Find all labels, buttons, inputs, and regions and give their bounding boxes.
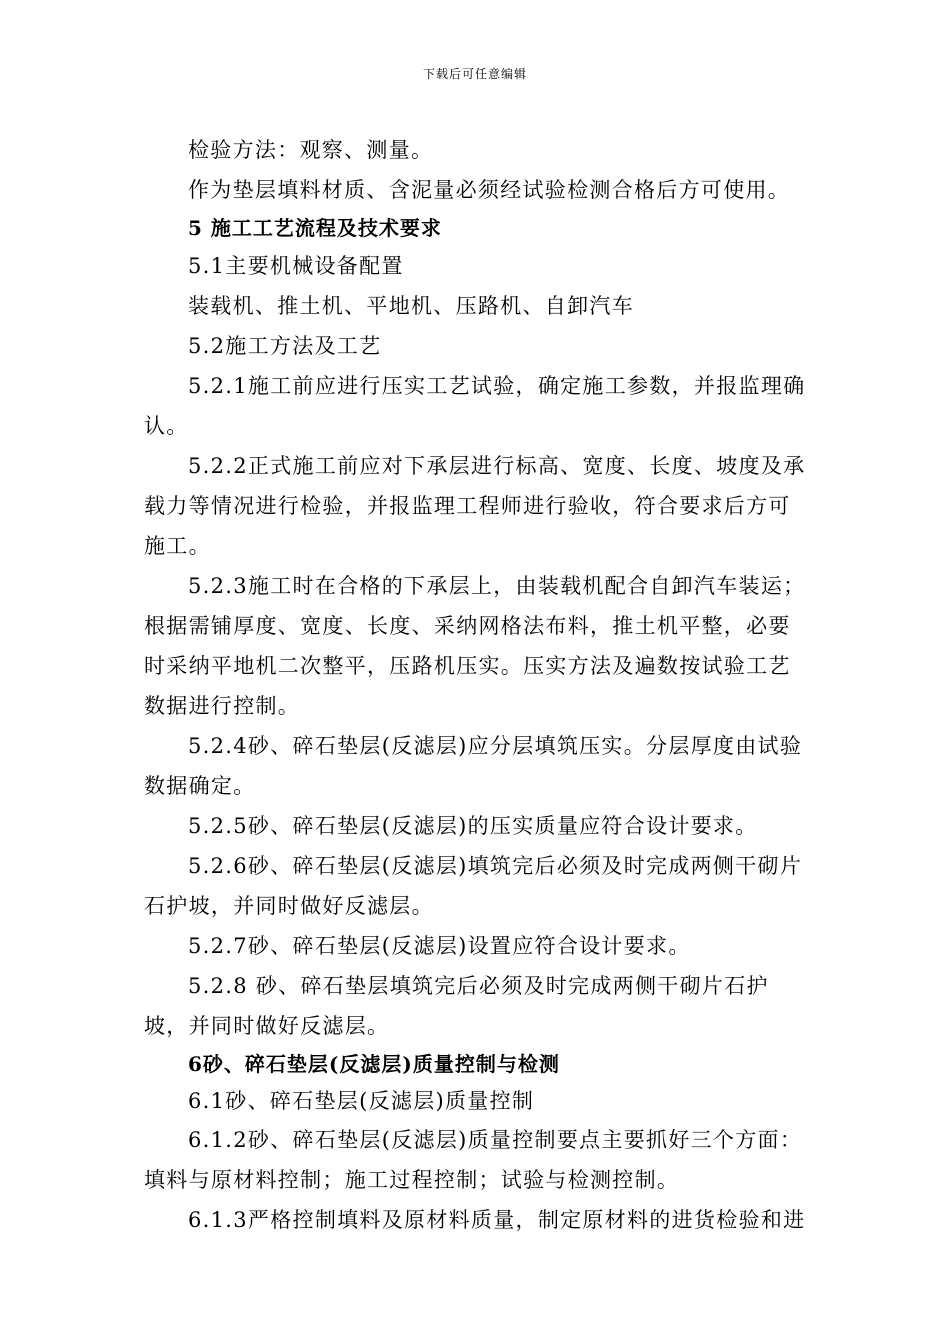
paragraph-line: 坡，并同时做好反滤层。	[144, 1014, 390, 1038]
paragraph-line: 填料与原材料控制；施工过程控制；试验与检测控制。	[144, 1168, 680, 1192]
paragraph-line: 施工。	[144, 534, 211, 558]
paragraph-line: 石护坡，并同时做好反滤层。	[144, 894, 434, 918]
paragraph-5-2-1	[144, 366, 808, 446]
paragraph-line: 时采纳平地机二次整平，压路机压实。压实方法及遍数按试验工艺	[144, 654, 791, 678]
paragraph-line: 载力等情况进行检验，并报监理工程师进行验收，符合要求后方可	[144, 494, 791, 518]
paragraph-5-2-2	[144, 446, 808, 566]
paragraph-5-2-5	[144, 806, 808, 846]
page-header: 下载后可任意编辑	[422, 67, 527, 81]
paragraph-line: 5.2.5砂、碎石垫层(反滤层)的压实质量应符合设计要求。	[188, 814, 758, 838]
paragraph-line: 5.2.3施工时在合格的下承层上，由装载机配合自卸汽车装运；	[188, 574, 806, 598]
paragraph-line: 6.1.2砂、碎石垫层(反滤层)质量控制要点主要抓好三个方面：	[188, 1128, 803, 1152]
paragraph-5-1	[144, 246, 808, 286]
paragraph-line: 5.2施工方法及工艺	[188, 334, 382, 358]
paragraph-6-1-2	[144, 1120, 808, 1200]
paragraph-line: 5.1主要机械设备配置	[188, 254, 404, 278]
paragraph-line: 5.2.8 砂、碎石垫层填筑完后必须及时完成两侧干砌片石护	[188, 974, 769, 998]
paragraph-6-1	[144, 1082, 808, 1120]
paragraph-line: 5.2.2正式施工前应对下承层进行标高、宽度、长度、坡度及承	[188, 454, 806, 478]
paragraph-inspection-method	[144, 130, 808, 170]
paragraph-line: 6.1砂、碎石垫层(反滤层)质量控制	[188, 1089, 535, 1113]
paragraph-machinery-list	[144, 286, 808, 326]
paragraph-line: 数据进行控制。	[144, 694, 301, 718]
section-heading-5: 5 施工工艺流程及技术要求	[188, 216, 442, 240]
paragraph-line: 装载机、推土机、平地机、压路机、自卸汽车	[188, 294, 634, 318]
paragraph-line: 5.2.7砂、碎石垫层(反滤层)设置应符合设计要求。	[188, 934, 691, 958]
paragraph-line: 5.2.6砂、碎石垫层(反滤层)填筑完后必须及时完成两侧干砌片	[188, 854, 803, 878]
paragraph-line: 检验方法：观察、测量。	[188, 138, 434, 162]
document-body	[144, 130, 808, 1240]
paragraph-line: 数据确定。	[144, 774, 256, 798]
paragraph-5-2-6	[144, 846, 808, 926]
paragraph-line: 5.2.1施工前应进行压实工艺试验，确定施工参数，并报监理确	[188, 374, 806, 398]
paragraph-line: 5.2.4砂、碎石垫层(反滤层)应分层填筑压实。分层厚度由试验	[188, 734, 803, 758]
section-heading-6: 6砂、碎石垫层(反滤层)质量控制与检测	[188, 1052, 560, 1076]
paragraph-5-2-8	[144, 966, 808, 1046]
paragraph-5-2	[144, 326, 808, 366]
paragraph-fill-material	[144, 170, 808, 210]
paragraph-5-2-4	[144, 726, 808, 806]
paragraph-line: 作为垫层填料材质、含泥量必须经试验检测合格后方可使用。	[188, 178, 791, 202]
paragraph-5-2-7	[144, 926, 808, 966]
paragraph-line: 6.1.3严格控制填料及原材料质量，制定原材料的进货检验和进	[188, 1208, 806, 1232]
paragraph-5-2-3	[144, 566, 808, 726]
paragraph-6-1-3	[144, 1200, 808, 1240]
paragraph-line: 根据需铺厚度、宽度、长度、采纳网格法布料，推土机平整，必要	[144, 614, 791, 638]
paragraph-line: 认。	[144, 414, 189, 438]
